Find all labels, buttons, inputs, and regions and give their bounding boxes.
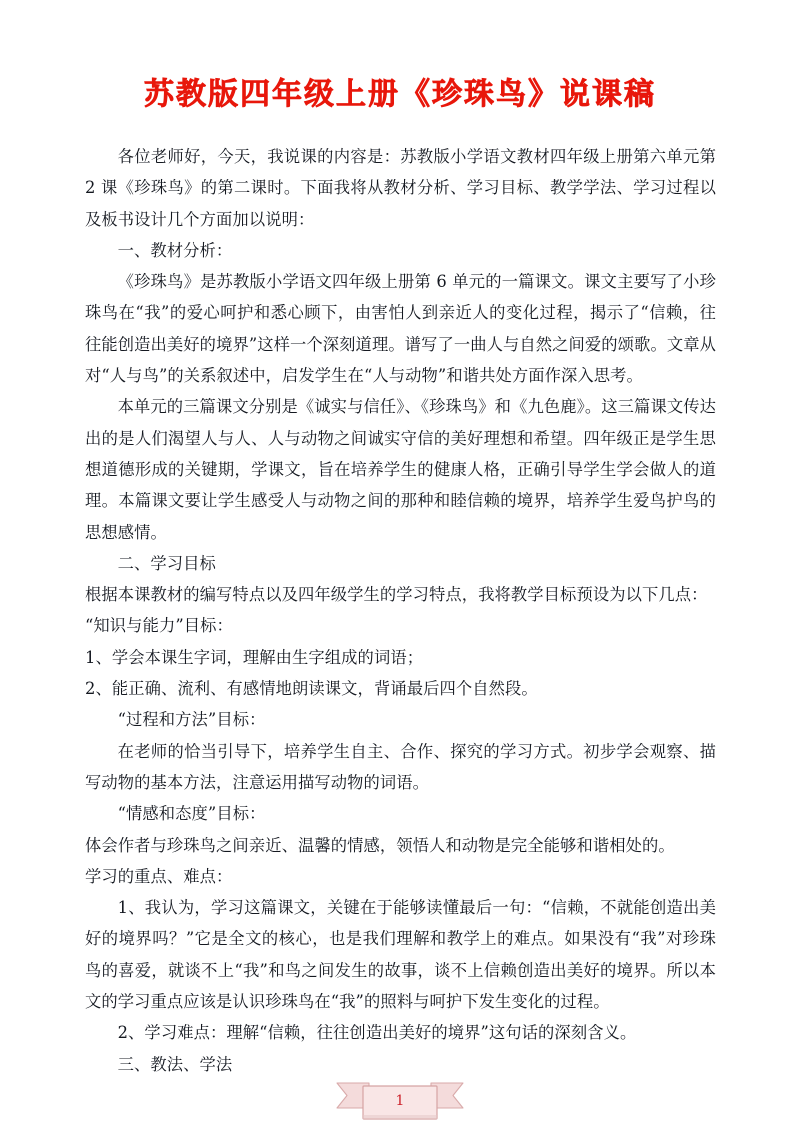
paragraph-heading-1: 一、教材分析： <box>117 240 233 260</box>
paragraph-goal-emotion-label: “情感和态度”目标： <box>117 804 266 824</box>
paragraph-heading-3: 三、教法、学法 <box>117 1054 233 1074</box>
paragraph-heading-2: 二、学习目标 <box>117 553 216 573</box>
page-number: 1 <box>395 1092 405 1109</box>
paragraph-goal-knowledge-2: 2、能正确、流利、有感情地朗读课文，背诵最后四个自然段。 <box>85 679 538 699</box>
paragraph-intro: 各位老师好，今天，我说课的内容是：苏教版小学语文教材四年级上册第六单元第 2 课《珍珠鸟》的第二课时。下面我将从教材分析、学习目标、教学学法、学习过程以及板书设计几个方面加以说明： <box>85 147 716 229</box>
paragraph-analysis-2: 本单元的三篇课文分别是《诚实与信任》、《珍珠鸟》和《九色鹿》。这三篇课文传达出的是人们渴望人与人、人与动物之间诚实守信的美好理想和希望。四年级正是学生思想道德形成的关键期，学课文，旨在培养学生的健康人格，正确引导学生学会做人的道理。本篇课文要让学生感受人与动物之间的那种和睦信赖的境界，培养学生爱鸟护鸟的思想感情。 <box>85 397 716 542</box>
page-title: 苏教版四年级上册《珍珠鸟》说课稿 <box>144 77 656 112</box>
paragraph-goal-knowledge-label: “知识与能力”目标： <box>85 616 233 636</box>
paragraph-analysis-1: 《珍珠鸟》是苏教版小学语文四年级上册第 6 单元的一篇课文。课文主要写了小珍珠鸟在“我”的爱心呵护和悉心顾下，由害怕人到亲近人的变化过程，揭示了“信赖，往往能创造出美好的境界”这样一个深刻道理。谱写了一曲人与自然之间爱的颂歌。文章从对“人与鸟”的关系叙述中，启发学生在“人与动物”和谐共处方面作深入思考。 <box>85 272 716 386</box>
paragraph-goal-emotion-body: 体会作者与珍珠鸟之间亲近、温馨的情感，领悟人和动物是完全能够和谐相处的。 <box>85 835 675 855</box>
paragraph-focus-2: 2、学习难点：理解“信赖，往往创造出美好的境界”这句话的深刻含义。 <box>117 1023 637 1043</box>
document-body <box>85 141 716 1080</box>
paragraph-focus-label: 学习的重点、难点： <box>85 866 233 886</box>
paragraph-goal-knowledge-1: 1、学会本课生字词，理解由生字组成的词语； <box>85 647 424 667</box>
paragraph-goals-intro: 根据本课教材的编写特点以及四年级学生的学习特点，我将教学目标预设为以下几点： <box>85 585 708 605</box>
paragraph-focus-1: 1、我认为，学习这篇课文，关键在于能够读懂最后一句：“信赖，不就能创造出美好的境界吗？”它是全文的核心，也是我们理解和教学上的难点。如果没有“我”对珍珠鸟的喜爱，就谈不上“我”和鸟之间发生的故事，谈不上信赖创造出美好的境界。所以本文的学习重点应该是认识珍珠鸟在“我”的照料与呵护下发生变化的过程。 <box>85 898 716 1012</box>
paragraph-goal-process-body: 在老师的恰当引导下，培养学生自主、合作、探究的学习方式。初步学会观察、描写动物的基本方法，注意运用描写动物的词语。 <box>85 741 716 792</box>
paragraph-goal-process-label: “过程和方法”目标： <box>117 710 266 730</box>
